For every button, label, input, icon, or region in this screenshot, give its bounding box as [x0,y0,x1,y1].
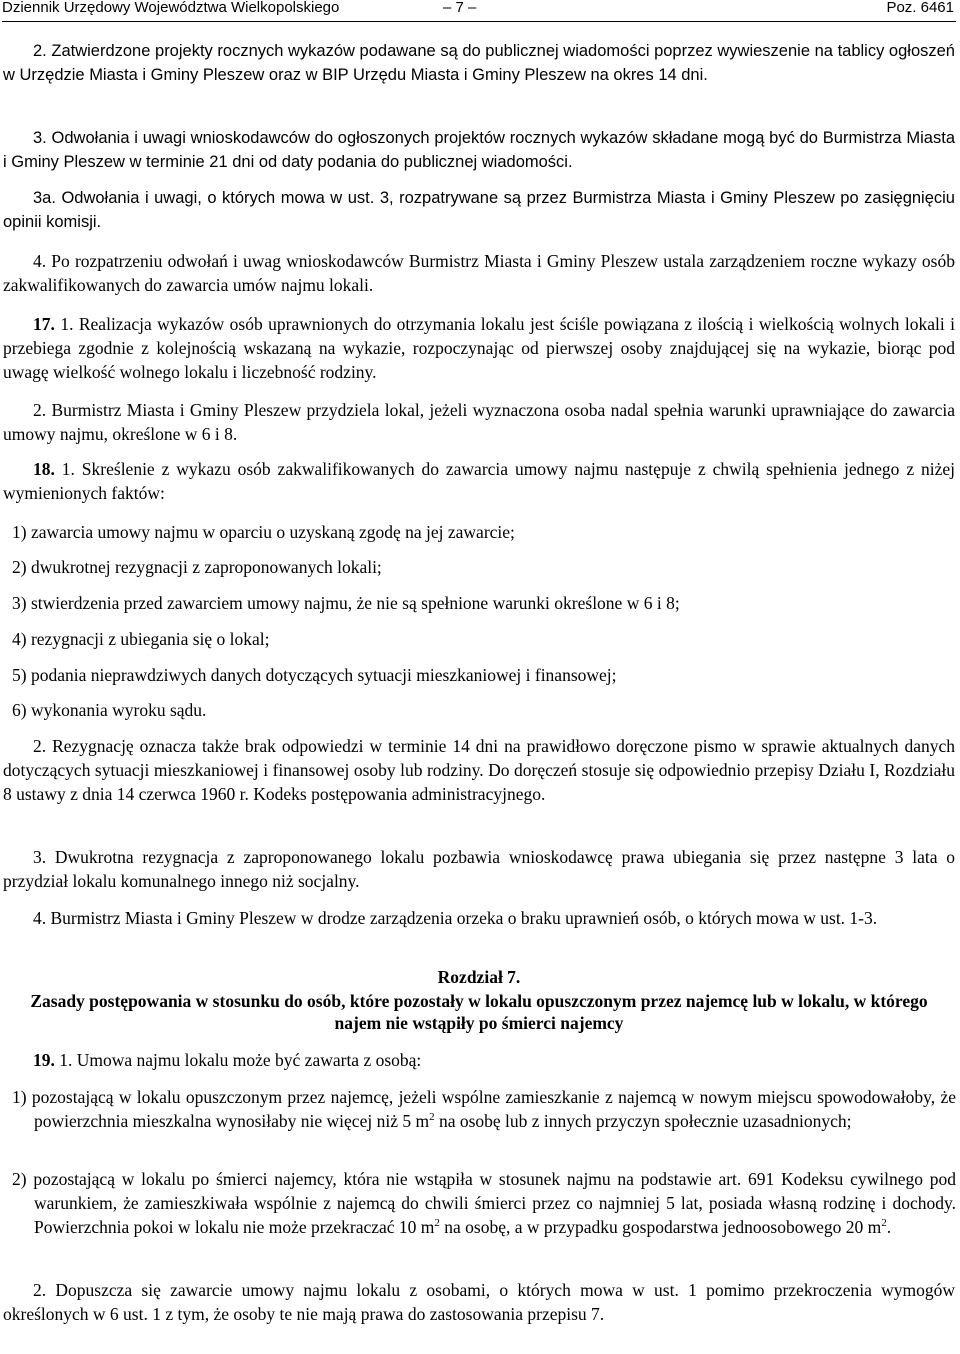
item-text: 1) pozostającą w lokalu opuszczonym przez najemcę, jeżeli wspólne zamieszkanie z najemcą w nowym miejscu spowodowałoby, że powierzchnia mieszkalna wynosiłaby nie więcej niż 5 m [12,1087,956,1131]
section-18-paragraph-1 [3,457,955,505]
chapter-subtitle: Zasady postępowania w stosunku do osób, które pozostały w lokalu opuszczonym przez najemcę lub w lokalu, w którego najem nie wstąpiły po śmierci najemcy [30,991,928,1033]
paragraph-3: 3. Odwołania i uwagi wnioskodawców do ogłoszonych projektów rocznych wykazów składane mogą być do Burmistrza Miasta i Gminy Pleszew w terminie 21 dni od daty podania do publicznej wiadomości. [3,129,955,171]
section-18-paragraph-3: 3. Dwukrotna rezygnacja z zaproponowanego lokalu pozbawia wnioskodawcę prawa ubiegania się przez następne 3 lata o przydział lokalu komunalnego innego niż socjalny. [3,847,955,891]
paragraph-2: 2. Zatwierdzone projekty rocznych wykazów podawane są do publicznej wiadomości poprzez wywieszenie na tablicy ogłoszeń w Urzędzie Miasta i Gminy Pleszew oraz w BIP Urzędu Miasta i Gminy Pleszew na okres 14 dni. [3,42,955,84]
item-text: na osobę, a w przypadku gospodarstwa jednoosobowego 20 m [439,1217,882,1237]
item-text: . [886,1217,892,1237]
section-19-item-1 [12,1085,956,1133]
chapter-title: Rozdział 7. [437,967,521,987]
list-item: 1) zawarcia umowy najmu w oparciu o uzyskaną zgodę na jej zawarcie; [12,522,515,542]
paragraph-4: 4. Po rozpatrzeniu odwołań i uwag wnioskodawców Burmistrz Miasta i Gminy Pleszew ustala zarządzeniem roczne wykazy osób zakwalifikowanych do zawarcia umów najmu lokali. [3,251,955,295]
item-text: na osobę lub z innych przyczyn społecznie uzasadnionych; [434,1111,852,1131]
list-item: 3) stwierdzenia przed zawarciem umowy najmu, że nie są spełnione warunki określone w 6 i 8; [12,593,680,613]
list-item: 2) dwukrotnej rezygnacji z zaproponowanych lokali; [12,557,382,577]
page-number: – 7 – [443,0,477,16]
section-19-number: 19. [33,1050,55,1070]
paragraph-3a: 3a. Odwołania i uwagi, o których mowa w ust. 3, rozpatrywane są przez Burmistrza Miasta i Gminy Pleszew po zasięgnięciu opinii komisji. [3,189,955,231]
header-rule [2,21,956,22]
section-17-paragraph-2: 2. Burmistrz Miasta i Gminy Pleszew przydziela lokal, jeżeli wyznaczona osoba nadal spełnia warunki uprawniające do zawarcia umowy najmu, określone w 6 i 8. [3,400,955,444]
section-18-paragraph-2: 2. Rezygnację oznacza także brak odpowiedzi w terminie 14 dni na prawidłowo doręczone pismo w sprawie aktualnych danych dotyczących sytuacji mieszkaniowej i finansowej osoby lub rodziny. Do doręczeń stosuje się odpowiednio przepisy Działu I, Rozdziału 8 ustawy z dnia 14 czerwca 1960 r. Kodeks postępowania administracyjnego. [3,736,955,804]
item-text: 2) pozostającą w lokalu po śmierci najemcy, która nie wstąpiła w stosunek najmu na podstawie art. 691 Kodeksu cywilnego pod warunkiem, że zamieszkiwała wspólnie z najemcą do chwili śmierci przez co najmniej 5 lat, posiada własną rodzinę i dochody. Powierzchnia pokoi w lokalu nie może przekraczać 10 m [12,1169,956,1237]
section-19-text: 1. Umowa najmu lokalu może być zawarta z osobą: [59,1050,422,1070]
list-item: 5) podania nieprawdziwych danych dotyczących sytuacji mieszkaniowej i finansowej; [12,665,617,685]
section-19-item-2 [12,1167,956,1239]
list-item: 4) rezygnacji z ubiegania się o lokal; [12,629,270,649]
section-19-paragraph-2: 2. Dopuszcza się zawarcie umowy najmu lokalu z osobami, o których mowa w ust. 1 pomimo przekroczenia wymogów określonych w 6 ust. 1 z tym, że osoby te nie mają prawa do zastosowania przepisu 7. [3,1280,955,1324]
superscript: 2 [881,1217,887,1229]
section-18-text: 1. Skreślenie z wykazu osób zakwalifikowanych do zawarcia umowy najmu następuje z chwilą spełnienia jednego z niżej wymienionych faktów: [3,459,956,503]
section-17-number: 17. [33,314,55,334]
section-18-number: 18. [33,459,55,479]
page-header [0,0,960,22]
journal-title: Dziennik Urzędowy Województwa Wielkopolskiego [2,0,340,16]
section-17-paragraph-1 [3,312,955,384]
position-number: Poz. 6461 [886,0,954,16]
superscript: 2 [429,1111,435,1123]
list-item: 6) wykonania wyroku sądu. [12,700,207,720]
superscript: 2 [434,1217,440,1229]
section-18-paragraph-4: 4. Burmistrz Miasta i Gminy Pleszew w drodze zarządzenia orzeka o braku uprawnień osób, o których mowa w ust. 1-3. [33,908,878,928]
section-19-paragraph-1 [3,1048,955,1072]
section-17-text: 1. Realizacja wykazów osób uprawnionych do otrzymania lokalu jest ściśle powiązana z ilością i wielkością wolnych lokali i przebiega zgodnie z kolejnością wskazaną na wykazie, rozpoczynając od pierwszej osoby znajdującej się na wykazie, biorąc pod uwagę wielkość wolnego lokalu i liczebność rodziny. [3,314,955,382]
